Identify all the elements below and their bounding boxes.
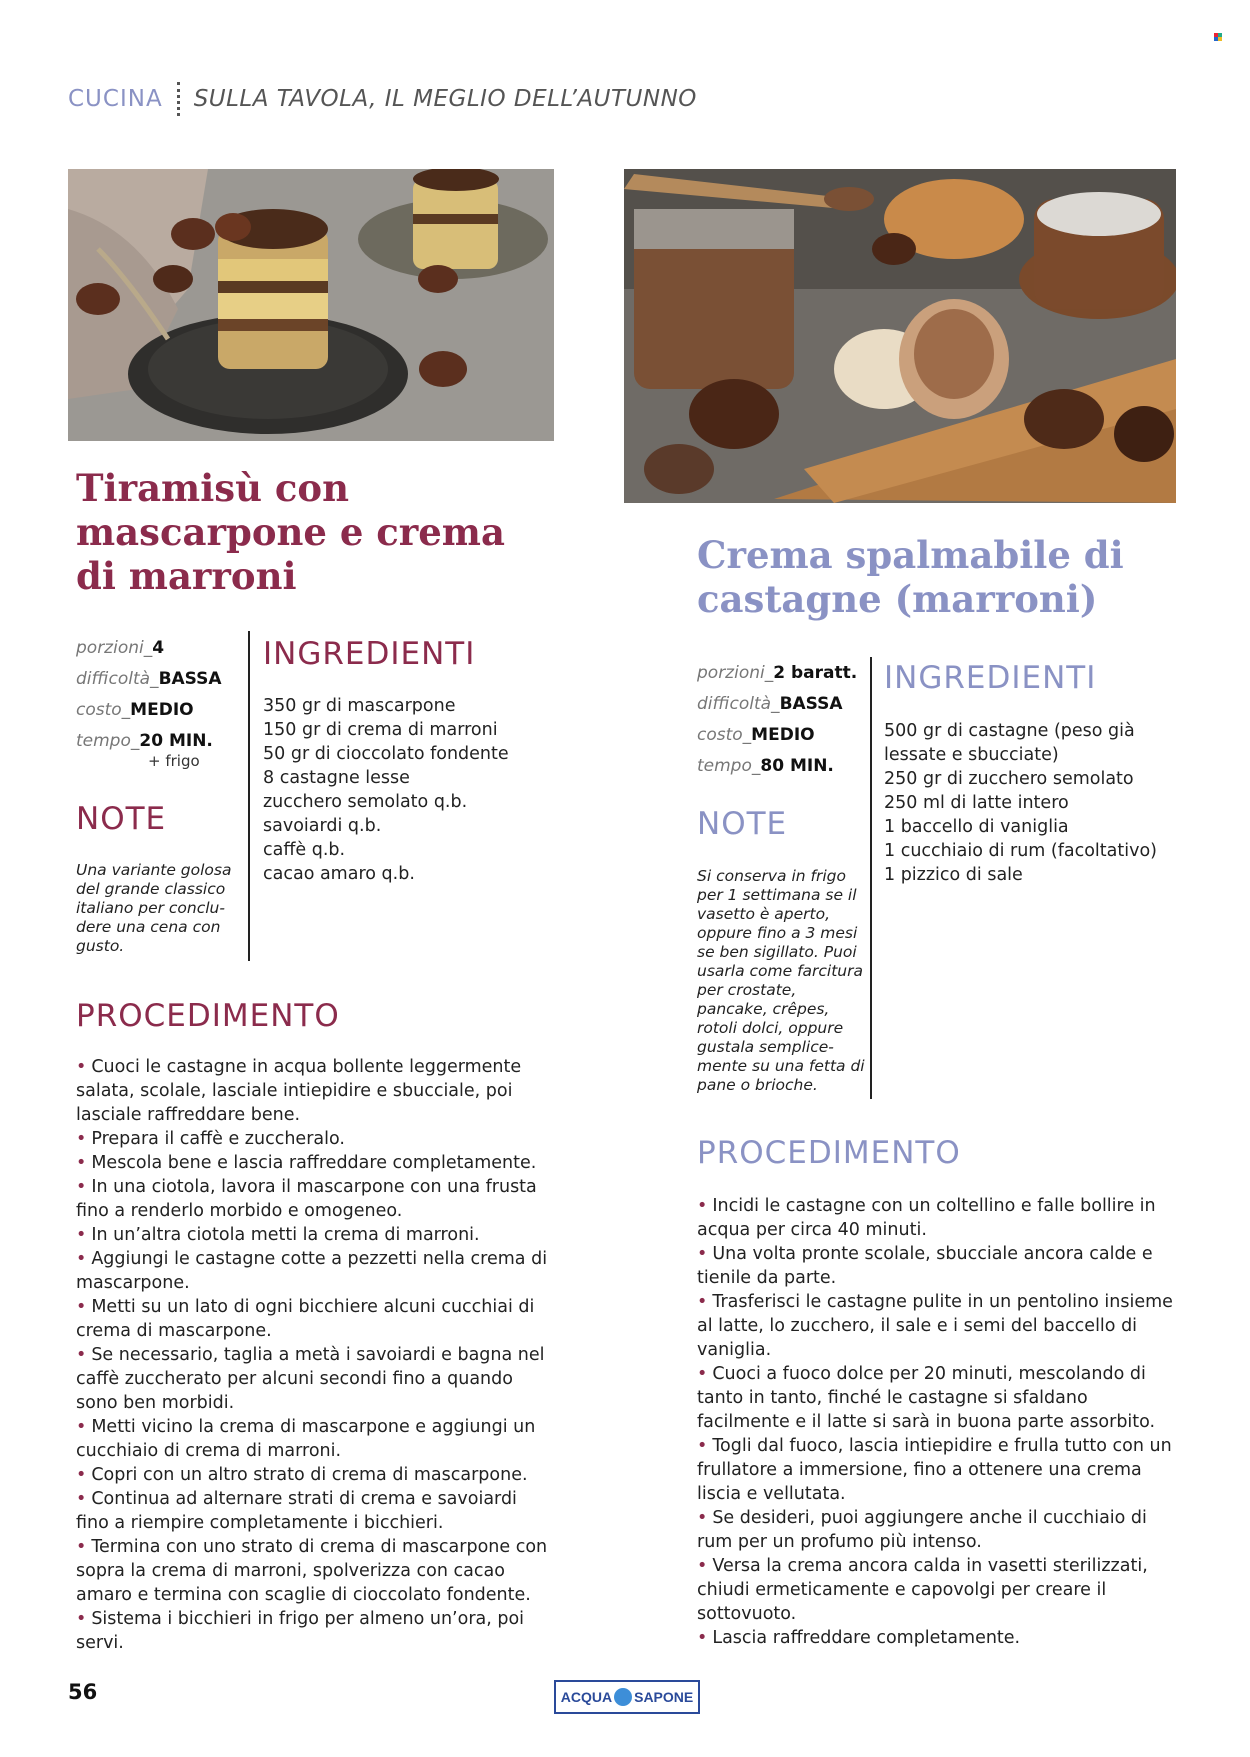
procedure-step: • Se necessario, taglia a metà i savoiardi e bagna nel caffè zuccherato per alcuni secondi fino a quando sono ben morbidi.	[76, 1343, 554, 1415]
ingredient-item: 50 gr di cioccolato fondente	[263, 744, 509, 764]
meta-value: MEDIO	[751, 725, 815, 745]
ingredient-item: 1 pizzico di sale	[884, 865, 1023, 885]
meta-difficulty	[697, 689, 857, 720]
meta-difficulty	[76, 664, 222, 695]
procedure-step: • Una volta pronte scolale, sbucciale ancora calde e tienile da parte.	[697, 1242, 1177, 1290]
note-heading-chestnut-spread: NOTE	[697, 806, 788, 842]
meta-cost	[76, 695, 222, 726]
procedure-step: • Prepara il caffè e zuccheralo.	[76, 1127, 554, 1151]
ingredient-item: 500 gr di castagne (peso già lessate e sbucciate)	[884, 721, 1135, 765]
meta-value: 80 MIN.	[760, 756, 834, 776]
recipe-title-chestnut-spread: Crema spalmabile di castagne (marroni)	[697, 533, 1124, 621]
logo-text-right: SAPONE	[634, 1689, 694, 1705]
procedure-step: • Cuoci a fuoco dolce per 20 minuti, mescolando di tanto in tanto, finché le castagne si sfaldano facilmente e il latte si sarà in buona parte assorbito.	[697, 1362, 1177, 1434]
meta-key: costo_	[697, 725, 752, 745]
chestnut-spread-photo	[624, 169, 1176, 503]
ingredient-item: 8 castagne lesse	[263, 768, 410, 788]
section-label: CUCINA	[68, 86, 163, 112]
meta-key: porzioni_	[697, 663, 774, 683]
procedure-step: • Cuoci le castagne in acqua bollente leggermente salata, scolale, lasciale intiepidire e sbucciale, poi lasciale raffreddare bene.	[76, 1055, 554, 1127]
brand-logo	[554, 1680, 700, 1714]
procedure-heading-tiramisu: PROCEDIMENTO	[76, 998, 340, 1034]
ingredient-item: 350 gr di mascarpone	[263, 696, 456, 716]
ingredient-item: cacao amaro q.b.	[263, 864, 415, 884]
logo-text-left: ACQUA	[560, 1689, 613, 1705]
tiramisu-photo	[68, 169, 554, 441]
recipe-meta-tiramisu	[76, 633, 222, 771]
ingredient-item: 250 ml di latte intero	[884, 793, 1069, 813]
meta-key: difficoltà_	[76, 669, 159, 689]
section-header	[68, 82, 697, 116]
meta-value: BASSA	[158, 669, 222, 689]
corner-color-mark	[1214, 33, 1222, 41]
meta-value: MEDIO	[130, 700, 194, 720]
meta-time	[697, 751, 857, 782]
procedure-list-chestnut-spread	[697, 1194, 1177, 1650]
header-divider	[177, 82, 180, 116]
note-text-tiramisu: Una variante golosa del grande classico italiano per conclu- dere una cena con gusto.	[76, 861, 232, 955]
meta-key: costo_	[76, 700, 131, 720]
meta-value: 2 baratt.	[773, 663, 858, 683]
page-number: 56	[68, 1680, 98, 1704]
note-text-chestnut-spread: Si conserva in frigo per 1 settimana se il vasetto è aperto, oppure fino a 3 mesi se ben sigillato. Puoi usarla come farcitura per crostate, pancake, crêpes, rotoli dolci, oppure gustala semplice- mente su una fetta di pane o brioche.	[697, 867, 865, 1094]
column-divider	[870, 657, 872, 1099]
procedure-step: • Mescola bene e lascia raffreddare completamente.	[76, 1151, 554, 1175]
ingredient-item: caffè q.b.	[263, 840, 346, 860]
procedure-step: • Trasferisci le castagne pulite in un pentolino insieme al latte, lo zucchero, il sale e i semi del baccello di vaniglia.	[697, 1290, 1177, 1362]
meta-key: porzioni_	[76, 638, 153, 658]
procedure-step: • Copri con un altro strato di crema di mascarpone.	[76, 1463, 554, 1487]
meta-servings	[697, 658, 857, 689]
ingredient-item: zucchero semolato q.b.	[263, 792, 468, 812]
ingredient-item: savoiardi q.b.	[263, 816, 382, 836]
procedure-step: • Versa la crema ancora calda in vasetti sterilizzati, chiudi ermeticamente e capovolgi per creare il sottovuoto.	[697, 1554, 1177, 1626]
procedure-step: • Sistema i bicchieri in frigo per almeno un’ora, poi servi.	[76, 1607, 554, 1655]
ingredient-item: 250 gr di zucchero semolato	[884, 769, 1134, 789]
recipe-title-tiramisu: Tiramisù con mascarpone e crema di marroni	[76, 466, 505, 598]
meta-cost	[697, 720, 857, 751]
procedure-step: • Continua ad alternare strati di crema e savoiardi fino a riempire completamente i bicchieri.	[76, 1487, 554, 1535]
procedure-step: • Metti vicino la crema di mascarpone e aggiungi un cucchiaio di crema di marroni.	[76, 1415, 554, 1463]
ingredient-item: 1 cucchiaio di rum (facoltativo)	[884, 841, 1157, 861]
procedure-step: • Se desideri, puoi aggiungere anche il cucchiaio di rum per un profumo più intenso.	[697, 1506, 1177, 1554]
meta-key: tempo_	[76, 731, 140, 751]
ingredient-item: 1 baccello di vaniglia	[884, 817, 1069, 837]
meta-key: difficoltà_	[697, 694, 780, 714]
procedure-list-tiramisu	[76, 1055, 554, 1655]
procedure-step: • Incidi le castagne con un coltellino e falle bollire in acqua per circa 40 minuti.	[697, 1194, 1177, 1242]
ingredients-heading-tiramisu: INGREDIENTI	[263, 636, 476, 672]
recipe-meta-chestnut-spread	[697, 658, 857, 782]
meta-value: 20 MIN.	[139, 731, 213, 751]
meta-servings	[76, 633, 222, 664]
section-subtitle: SULLA TAVOLA, IL MEGLIO DELL’AUTUNNO	[193, 86, 697, 112]
procedure-step: • In un’altra ciotola metti la crema di marroni.	[76, 1223, 554, 1247]
procedure-step: • Lascia raffreddare completamente.	[697, 1626, 1177, 1650]
note-heading-tiramisu: NOTE	[76, 801, 167, 837]
procedure-step: • Aggiungi le castagne cotte a pezzetti nella crema di mascarpone.	[76, 1247, 554, 1295]
procedure-step: • Termina con uno strato di crema di mascarpone con sopra la crema di marroni, spolverizza con cacao amaro e termina con scaglie di cioccolato fondente.	[76, 1535, 554, 1607]
meta-value: 4	[152, 638, 165, 658]
meta-key: tempo_	[697, 756, 761, 776]
procedure-heading-chestnut-spread: PROCEDIMENTO	[697, 1135, 961, 1171]
meta-value: BASSA	[779, 694, 843, 714]
procedure-step: • Metti su un lato di ogni bicchiere alcuni cucchiai di crema di mascarpone.	[76, 1295, 554, 1343]
procedure-step: • In una ciotola, lavora il mascarpone con una frusta fino a renderlo morbido e omogeneo.	[76, 1175, 554, 1223]
procedure-step: • Togli dal fuoco, lascia intiepidire e frulla tutto con un frullatore a immersione, fino a ottenere una crema liscia e vellutata.	[697, 1434, 1177, 1506]
ingredient-item: 150 gr di crema di marroni	[263, 720, 498, 740]
ingredients-list-tiramisu	[263, 694, 563, 886]
column-divider	[248, 631, 250, 961]
ingredients-list-chestnut-spread	[884, 719, 1184, 887]
ingredients-heading-chestnut-spread: INGREDIENTI	[884, 660, 1097, 696]
meta-time-extra: + frigo	[148, 752, 200, 770]
water-drop-icon	[614, 1688, 632, 1706]
